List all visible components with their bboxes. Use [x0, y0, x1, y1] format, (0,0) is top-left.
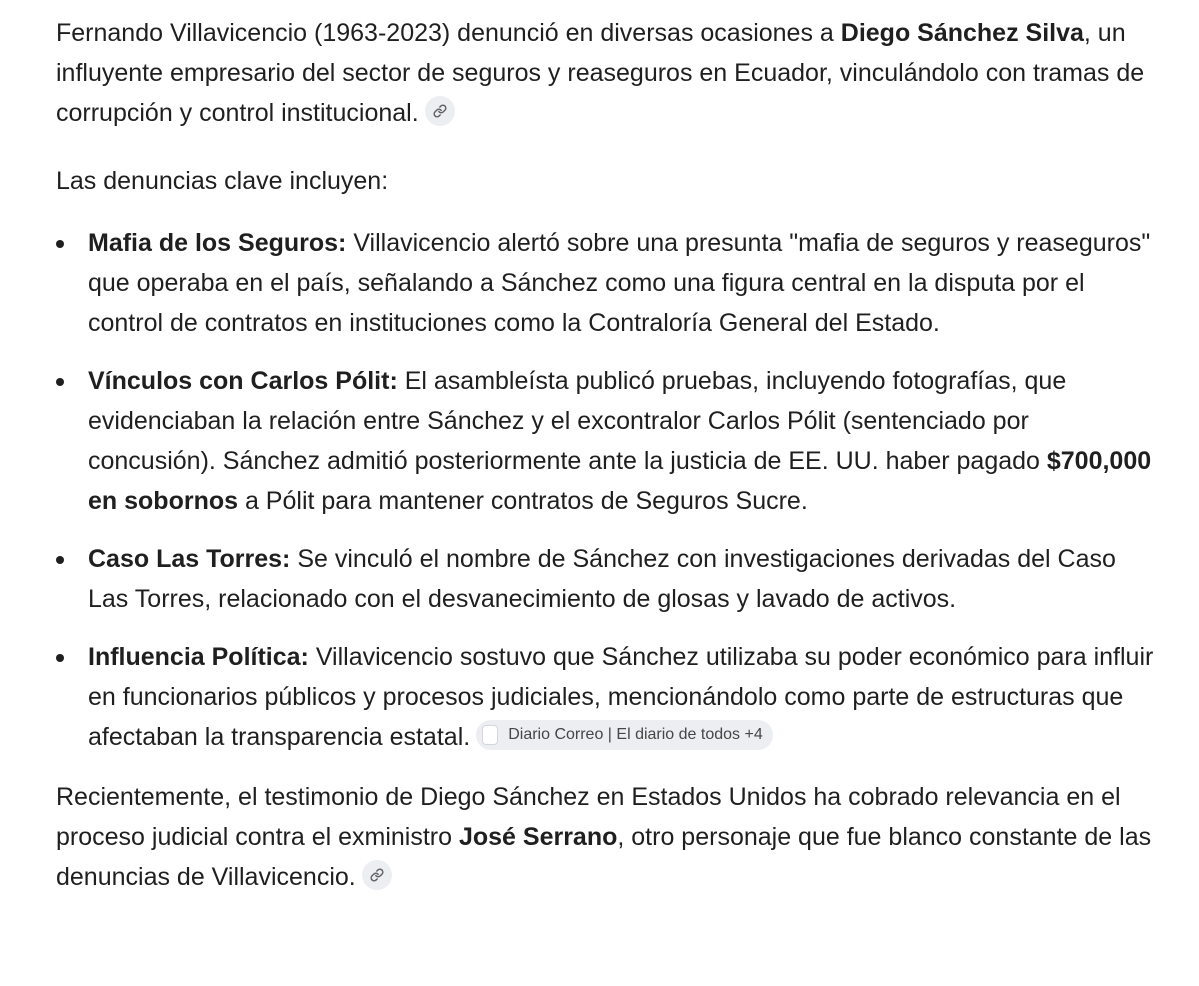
- finding-text-end: a Pólit para mantener contratos de Seguros Sucre.: [238, 487, 808, 515]
- link-icon: [433, 104, 447, 118]
- finding-text: Se vinculó el nombre de Sánchez con investigaciones derivadas del Caso Las Torres, relacionado con el desvanecimiento de glosas y lavado de activos.: [88, 545, 1116, 613]
- bullet-icon: [56, 240, 64, 248]
- bullet-icon: [56, 378, 64, 386]
- intro-paragraph: [56, 13, 1156, 133]
- favicon-icon: [482, 725, 498, 745]
- finding-text: Villavicencio sostuvo que Sánchez utilizaba su poder económico para influir en funcionarios públicos y procesos judiciales, mencionándolo como parte de estructuras que afectaban la transparencia estatal.: [88, 643, 1154, 751]
- intro-text-end: , un influyente empresario del sector de seguros y reaseguros en Ecuador, vinculándolo con tramas de corrupción y control institucional.: [56, 19, 1145, 127]
- bullet-icon: [56, 556, 64, 564]
- link-icon: [370, 868, 384, 882]
- source-chip-label: Diario Correo | El diario de todos +4: [508, 726, 763, 744]
- finding-text: Villavicencio alertó sobre una presunta "mafia de seguros y reaseguros" que operaba en el país, señalando a Sánchez como una figura central en la disputa por el control de contratos en instituciones como la Contraloría General del Estado.: [88, 229, 1151, 337]
- source-chip-button[interactable]: [476, 720, 773, 750]
- ai-answer: [56, 13, 1156, 897]
- intro-bold-name: Diego Sánchez Silva: [840, 19, 1084, 47]
- finding-title: Caso Las Torres:: [88, 545, 291, 573]
- source-link-button[interactable]: [425, 96, 455, 126]
- list-item: [56, 361, 1156, 521]
- source-link-button[interactable]: [362, 860, 392, 890]
- list-item: [56, 539, 1156, 619]
- bullet-icon: [56, 654, 64, 662]
- closing-bold-name: José Serrano: [458, 823, 618, 851]
- list-item: [56, 223, 1156, 343]
- list-item: [56, 637, 1156, 757]
- findings-list: [56, 223, 1156, 757]
- finding-bold-amount: $700,000 en sobornos: [88, 447, 1152, 515]
- intro-text-start: Fernando Villavicencio (1963-2023) denunció en diversas ocasiones a: [56, 19, 841, 47]
- lead-paragraph: Las denuncias clave incluyen:: [56, 167, 389, 195]
- finding-title: Influencia Política:: [88, 643, 309, 671]
- closing-text-end: , otro personaje que fue blanco constante de las denuncias de Villavicencio.: [56, 823, 1152, 891]
- finding-title: Vínculos con Carlos Pólit:: [88, 367, 398, 395]
- finding-text: El asambleísta publicó pruebas, incluyendo fotografías, que evidenciaban la relación entre Sánchez y el excontralor Carlos Pólit (sentenciado por concusión). Sánchez admitió posteriormente ante la justicia de EE. UU. haber pagado: [88, 367, 1067, 475]
- finding-title: Mafia de los Seguros:: [88, 229, 347, 257]
- closing-paragraph: [56, 777, 1156, 897]
- closing-text-start: Recientemente, el testimonio de Diego Sánchez en Estados Unidos ha cobrado relevancia en el proceso judicial contra el exministro: [56, 783, 1121, 851]
